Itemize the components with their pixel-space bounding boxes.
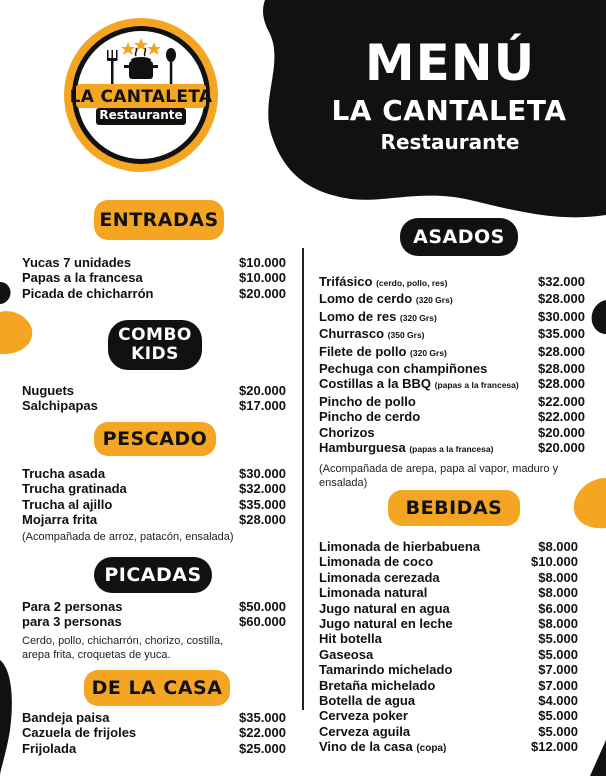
- item-price: $25.000: [239, 740, 286, 756]
- section-picadas: [22, 599, 286, 662]
- item-price: $32.000: [538, 274, 585, 289]
- heading-combo-kids-line1: COMBO: [118, 325, 192, 345]
- heading-combo-kids-line2: KIDS: [131, 344, 179, 364]
- menu-item: [319, 409, 585, 424]
- item-name: Para 2 personas: [22, 599, 123, 614]
- section-note: Cerdo, pollo, chicharrón, chorizo, costilla, arepa frita, croquetas de yuca.: [22, 634, 224, 661]
- section-note: (Acompañada de arepa, papa al vapor, maduro y ensalada): [319, 463, 559, 490]
- item-price: $32.000: [239, 481, 286, 497]
- menu-item: [319, 291, 585, 308]
- item-price: $5.000: [538, 646, 578, 662]
- item-price: $10.000: [239, 270, 286, 286]
- item-name: Limonada natural: [319, 585, 428, 601]
- restaurant-type: Restaurante: [380, 130, 520, 154]
- item-detail: (papas a la francesa): [409, 444, 494, 455]
- heading-bebidas: BEBIDAS: [388, 490, 520, 526]
- section-bebidas: [319, 539, 578, 757]
- menu-item: [319, 647, 578, 662]
- item-name: Papas a la francesa: [22, 270, 143, 286]
- item-name: Cerveza aguila: [319, 723, 411, 739]
- item-name: Lomo de res: [319, 308, 397, 324]
- item-price: $35.000: [538, 326, 585, 342]
- item-name: Chorizos: [319, 424, 375, 440]
- section-asados: [319, 274, 585, 490]
- menu-item: [22, 398, 286, 413]
- menu-item: [22, 497, 286, 512]
- section-de-la-casa: [22, 710, 286, 756]
- item-price: $6.000: [538, 600, 578, 616]
- item-name: Costillas a la BBQ: [319, 376, 431, 392]
- item-name: Bretaña michelado: [319, 677, 436, 693]
- menu-item: [319, 425, 585, 440]
- menu-item: [319, 631, 578, 646]
- menu-item: [319, 394, 585, 409]
- menu-item: [319, 708, 578, 723]
- item-price: $5.000: [538, 723, 578, 739]
- item-name: Trucha gratinada: [22, 481, 127, 497]
- item-name: Picada de chicharrón: [22, 285, 154, 301]
- item-name: Salchipapas: [22, 398, 98, 414]
- black-blob-bottom-left: [0, 660, 12, 776]
- item-name: para 3 personas: [22, 614, 122, 630]
- section-note: (Acompañada de arroz, patacón, ensalada): [22, 530, 234, 543]
- menu-item: [22, 710, 286, 725]
- item-detail: (320 Grs): [415, 295, 453, 306]
- item-name: Cerveza poker: [319, 708, 408, 724]
- menu-item: [319, 274, 585, 291]
- item-name: Jugo natural en leche: [319, 616, 453, 632]
- item-name: Yucas 7 unidades: [22, 255, 132, 270]
- item-price: $7.000: [538, 677, 578, 693]
- menu-item: [319, 326, 585, 343]
- item-name: Frijolada: [22, 740, 77, 756]
- heading-picadas: PICADAS: [94, 557, 212, 593]
- item-price: $8.000: [538, 585, 578, 601]
- item-price: $7.000: [538, 662, 578, 678]
- menu-item: [319, 678, 578, 693]
- logo-name: LA CANTALETA: [69, 87, 213, 107]
- item-price: $20.000: [239, 383, 286, 398]
- menu-item: [319, 662, 578, 677]
- item-price: $35.000: [239, 496, 286, 512]
- menu-item: [319, 601, 578, 616]
- menu-item: [22, 512, 286, 527]
- menu-item: [319, 554, 578, 569]
- item-name: Vino de la casa: [319, 739, 413, 755]
- restaurant-name: LA CANTALETA: [331, 94, 567, 127]
- column-divider: [302, 248, 304, 710]
- item-price: $28.000: [239, 512, 286, 528]
- item-name: Hit botella: [319, 631, 382, 647]
- item-name: Lomo de cerdo: [319, 291, 413, 307]
- heading-de-la-casa: DE LA CASA: [84, 670, 230, 706]
- menu-item: [319, 739, 578, 756]
- item-price: $10.000: [239, 255, 286, 270]
- menu-item: [319, 616, 578, 631]
- section-pescado: [22, 466, 286, 544]
- menu-item: [22, 255, 286, 270]
- item-price: $28.000: [538, 343, 585, 359]
- item-detail: (320 Grs): [410, 347, 447, 358]
- item-price: $28.000: [538, 291, 585, 307]
- item-price: $30.000: [538, 308, 585, 324]
- black-spot-left: [0, 282, 11, 304]
- menu-title: MENÚ: [364, 34, 536, 92]
- menu-item: [22, 270, 286, 285]
- item-price: $4.000: [538, 693, 578, 709]
- item-price: $30.000: [239, 466, 286, 481]
- item-price: $20.000: [538, 424, 585, 440]
- item-name: Tamarindo michelado: [319, 662, 453, 678]
- item-detail: (copa): [416, 743, 447, 755]
- item-detail: (350 Grs): [387, 330, 425, 341]
- menu-item: [22, 286, 286, 301]
- item-name: Bandeja paisa: [22, 710, 110, 725]
- item-detail: (papas a la francesa): [434, 380, 519, 391]
- menu-item: [319, 361, 585, 376]
- menu-item: [319, 585, 578, 600]
- item-price: $22.000: [538, 393, 585, 409]
- logo-subtitle: Restaurante: [99, 108, 183, 122]
- item-name: Nuguets: [22, 383, 74, 398]
- item-name: Mojarra frita: [22, 512, 98, 528]
- item-price: $35.000: [239, 710, 286, 725]
- item-price: $20.000: [239, 285, 286, 301]
- heading-entradas: ENTRADAS: [94, 200, 224, 240]
- item-name: Pincho de cerdo: [319, 409, 421, 425]
- heading-asados: ASADOS: [400, 218, 518, 256]
- item-name: Filete de pollo: [319, 343, 407, 359]
- menu-item: [319, 376, 585, 393]
- menu-item: [319, 693, 578, 708]
- item-name: Trucha asada: [22, 466, 106, 481]
- item-name: Limonada de coco: [319, 554, 434, 570]
- menu-item: [319, 539, 578, 554]
- item-name: Pincho de pollo: [319, 393, 416, 409]
- item-name: Pechuga con champiñones: [319, 361, 488, 377]
- item-name: Cazuela de frijoles: [22, 725, 137, 741]
- item-detail: (cerdo, pollo, res): [376, 278, 448, 288]
- menu-item: [22, 383, 286, 398]
- item-name: Jugo natural en agua: [319, 600, 450, 616]
- item-detail: (320 Grs): [399, 312, 437, 323]
- item-price: $50.000: [239, 599, 286, 614]
- heading-pescado: PESCADO: [94, 422, 216, 456]
- item-price: $10.000: [531, 554, 578, 570]
- menu-item: [22, 466, 286, 481]
- heading-combo-kids: [108, 320, 202, 370]
- menu-item: [319, 724, 578, 739]
- section-entradas: [22, 255, 286, 301]
- menu-item: [22, 741, 286, 756]
- item-price: $12.000: [531, 739, 578, 755]
- menu-item: [22, 614, 286, 629]
- item-name: Trucha al ajillo: [22, 496, 113, 512]
- item-price: $8.000: [538, 569, 578, 585]
- black-spot-right: [592, 300, 606, 334]
- item-price: $28.000: [538, 361, 585, 377]
- menu-item: [22, 599, 286, 614]
- item-price: $17.000: [239, 398, 286, 414]
- item-price: $60.000: [239, 614, 286, 630]
- section-combo-kids: [22, 383, 286, 414]
- item-price: $22.000: [538, 409, 585, 425]
- item-price: $20.000: [538, 440, 585, 456]
- item-name: Trifásico: [319, 274, 373, 289]
- orange-splash-left: [0, 311, 32, 354]
- menu-item: [319, 570, 578, 585]
- menu-item: [22, 481, 286, 496]
- item-price: $8.000: [538, 539, 578, 554]
- item-price: $8.000: [538, 616, 578, 632]
- item-name: Gaseosa: [319, 646, 374, 662]
- item-name: Limonada de hierbabuena: [319, 539, 481, 554]
- item-name: Botella de agua: [319, 693, 416, 709]
- black-blob-bottom-right: [590, 740, 606, 776]
- restaurant-logo: [62, 16, 220, 174]
- item-price: $22.000: [239, 725, 286, 741]
- item-price: $28.000: [538, 376, 585, 392]
- item-name: Churrasco: [319, 326, 385, 342]
- item-price: $5.000: [538, 708, 578, 724]
- menu-item: [319, 440, 585, 457]
- menu-item: [319, 309, 585, 326]
- item-name: Limonada cerezada: [319, 569, 440, 585]
- item-price: $5.000: [538, 631, 578, 647]
- menu-item: [22, 725, 286, 740]
- item-name: Hamburguesa: [319, 440, 406, 456]
- menu-item: [319, 344, 585, 361]
